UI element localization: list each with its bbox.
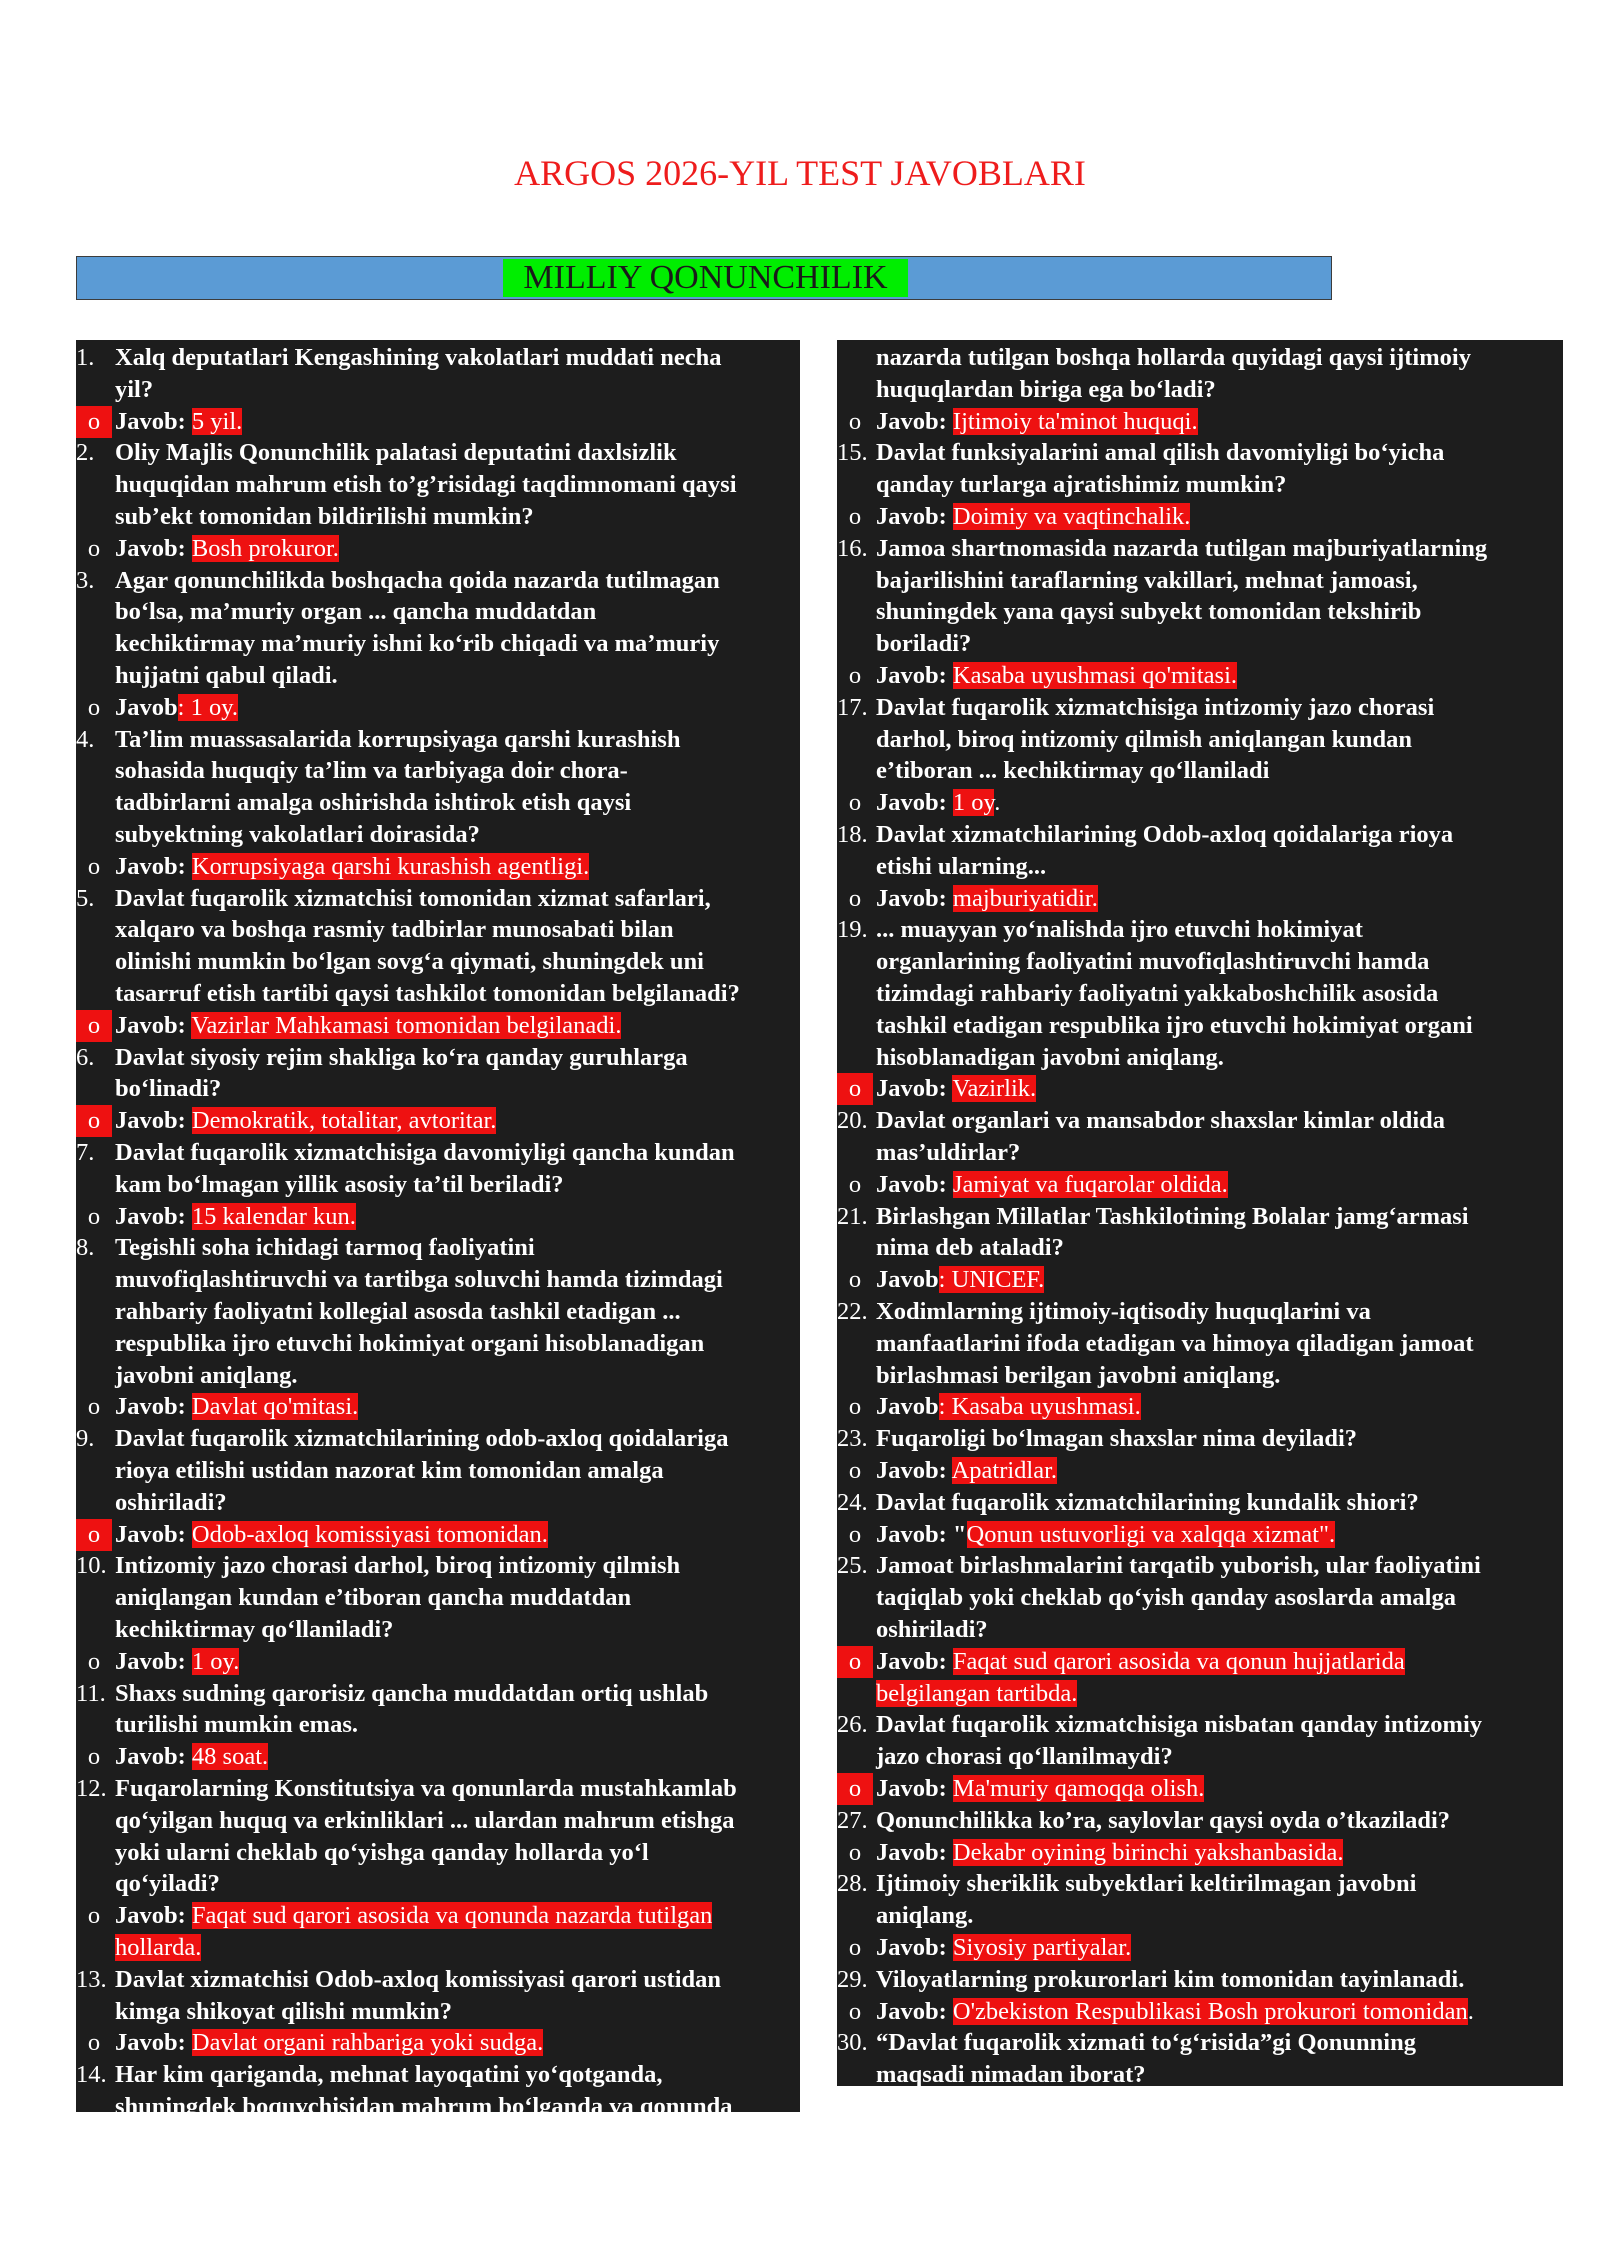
question-text: kechiktirmay qo‘llaniladi?: [115, 1616, 394, 1643]
answer-text: Davlat organi rahbariga yoki sudga.: [191, 2029, 544, 2057]
question-number: 23.: [837, 1425, 868, 1453]
answer: [115, 2027, 543, 2059]
question-text: yoki ularni cheklab qo‘yishga qanday hollarda yo‘l: [115, 1838, 649, 1866]
questions-column-right: [837, 340, 1563, 2089]
question-text: jazo chorasi qo‘llanilmaydi?: [876, 1743, 1173, 1771]
bullet-icon: o: [848, 884, 862, 912]
answer-prefix: Javob:: [115, 407, 186, 435]
question-number: 27.: [837, 1806, 868, 1834]
answer-prefix: Javob:: [876, 662, 947, 689]
question-text: Davlat fuqarolik xizmatchisi tomonidan xizmat safarlari,: [115, 884, 711, 912]
question-text: qo‘yilgan huquq va erkinliklari ... ulardan mahrum etishga: [115, 1806, 735, 1834]
answer-suffix: .: [994, 789, 1001, 817]
answer-text: Faqat sud qarori asosida va qonunda nazarda tutilgan: [191, 1902, 713, 1930]
question-text: shuningdek boquvchisidan mahrum bo‘lganda va qonunda: [115, 2093, 733, 2120]
question-text: aniqlangan kundan e’tiboran qancha muddatdan: [115, 1584, 632, 1612]
question-text: qo‘yiladi?: [115, 1870, 220, 1898]
question-number: 19.: [837, 916, 868, 944]
question-text: Davlat fuqarolik xizmatchisiga davomiyligi qancha kundan: [115, 1139, 735, 1166]
question-number: 15.: [837, 439, 868, 467]
answer-prefix: Javob: [115, 693, 178, 721]
answer-prefix: Javob:: [876, 1934, 947, 1961]
answer-text: Faqat sud qarori asosida va qonun hujjatlarida: [952, 1647, 1405, 1675]
bullet-icon: o: [848, 407, 862, 435]
answer-continuation: [876, 1678, 1077, 1710]
question-number: 22.: [837, 1298, 868, 1325]
question-text: kechiktirmay ma’muriy ishni ko‘rib chiqadi va ma’muriy: [115, 630, 720, 658]
answer-prefix: Javob: ": [876, 1520, 967, 1548]
bullet-icon: o: [848, 789, 862, 817]
question-number: 2.: [76, 439, 95, 467]
bullet-icon: o: [848, 503, 862, 530]
question-text: Davlat fuqarolik xizmatchilarining odob-axloq qoidalariga: [115, 1425, 729, 1453]
answer: [876, 1773, 1204, 1805]
answer-text: Demokratik, totalitar, avtoritar.: [191, 1107, 497, 1135]
question-text: rioya etilishi ustidan nazorat kim tomonidan amalga: [115, 1457, 664, 1484]
question-number: 30.: [837, 2029, 868, 2057]
bullet-icon: o: [848, 1520, 862, 1548]
question-text: mas’uldirlar?: [876, 1139, 1021, 1166]
answer-prefix: Javob:: [115, 1520, 186, 1548]
question-text: tizimdagi rahbariy faoliyatni yakkaboshchilik asosida: [876, 980, 1439, 1007]
question-text: taqiqlab yoki cheklab qo‘yish qanday asoslarda amalga: [876, 1584, 1456, 1612]
question-text: maqsadi nimadan iborat?: [876, 2061, 1146, 2089]
bullet-icon: o: [76, 406, 112, 438]
answer-text: Dekabr oyining birinchi yakshanbasida.: [952, 1838, 1344, 1866]
answer-text: 15 kalendar kun.: [191, 1202, 356, 1230]
question-text: organlarining faoliyatini muvofiqlashtiruvchi hamda: [876, 948, 1430, 976]
answer: [115, 1391, 358, 1423]
bullet-icon: o: [87, 693, 101, 721]
bullet-icon: o: [848, 1934, 862, 1961]
question-number: 20.: [837, 1107, 868, 1135]
answer: [876, 501, 1190, 533]
question-text: Agar qonunchilikda boshqacha qoida nazarda tutilmagan: [115, 566, 720, 594]
answer-prefix: Javob: [876, 1393, 939, 1421]
section-banner: [76, 256, 1332, 300]
question-text: Shaxs sudning qarorisiz qancha muddatdan ortiq ushlab: [115, 1679, 709, 1707]
question-number: 26.: [837, 1711, 868, 1739]
question-text: hujjatni qabul qiladi.: [115, 662, 338, 689]
answer-text: 1 oy: [952, 789, 995, 817]
bullet-icon: o: [848, 1266, 862, 1294]
question-text: Jamoa shartnomasida nazarda tutilgan majburiyatlarning: [876, 534, 1488, 562]
question-text: huquqidan mahrum etish to’g’risidagi taqdimnomani qaysi: [115, 471, 737, 499]
question-text: Birlashgan Millatlar Tashkilotining Bolalar jamg‘armasi: [876, 1202, 1469, 1230]
answer-prefix: Javob:: [876, 1838, 947, 1866]
question-text: bo‘lsa, ma’muriy organ ... qancha muddatdan: [115, 598, 597, 626]
answer: [115, 533, 339, 565]
answer: [115, 1010, 621, 1042]
question-text: kimga shikoyat qilishi mumkin?: [115, 1997, 452, 2025]
answer-text: O'zbekiston Respublikasi Bosh prokurori tomonidan: [952, 1997, 1468, 2025]
question-text: tasarruf etish tartibi qaysi tashkilot tomonidan belgilanadi?: [115, 980, 740, 1007]
answer-text: Ma'muriy qamoqqa olish.: [952, 1775, 1205, 1802]
answer-prefix: Javob:: [876, 407, 947, 435]
answer: [876, 1646, 1405, 1678]
bullet-icon: o: [848, 1393, 862, 1421]
question-number: 12.: [76, 1775, 107, 1802]
question-text: bajarilishini taraflarning vakillari, mehnat jamoasi,: [876, 566, 1418, 594]
answer-prefix: Javob:: [876, 1647, 947, 1675]
question-text: bo‘linadi?: [115, 1075, 222, 1103]
answer-text: majburiyatidir.: [952, 884, 1098, 912]
question-text: “Davlat fuqarolik xizmati to‘g‘risida”gi Qonunning: [876, 2029, 1416, 2057]
question-number: 11.: [76, 1679, 106, 1707]
question-number: 1.: [76, 344, 95, 371]
question-number: 24.: [837, 1488, 868, 1516]
question-text: etishi ularning...: [876, 852, 1047, 880]
answer-text: : Kasaba uyushmasi.: [938, 1393, 1141, 1421]
answer-text: Odob-axloq komissiyasi tomonidan.: [191, 1520, 548, 1548]
question-text: huquqlardan biriga ega bo‘ladi?: [876, 375, 1216, 403]
question-text: boriladi?: [876, 630, 972, 658]
answer-prefix: Javob:: [115, 852, 186, 880]
question-text: Ta’lim muassasalarida korrupsiyaga qarshi kurashish: [115, 725, 681, 753]
bullet-icon: o: [837, 1073, 873, 1105]
question-text: ... muayyan yo‘nalishda ijro etuvchi hokimiyat: [876, 916, 1363, 944]
question-number: 8.: [76, 1234, 95, 1262]
answer-text: 48 soat.: [191, 1743, 269, 1771]
questions-column-left: [76, 340, 800, 2120]
question-text: darhol, biroq intizomiy qilmish aniqlangan kundan: [876, 725, 1413, 753]
answer-prefix: Javob:: [115, 534, 186, 562]
question-text: qanday turlarga ajratishimiz mumkin?: [876, 471, 1287, 499]
answer-text: hollarda.: [115, 1934, 202, 1961]
question-text: Davlat funksiyalarini amal qilish davomiyligi bo‘yicha: [876, 439, 1445, 467]
question-text: tadbirlarni amalga oshirishda ishtirok etish qaysi: [115, 789, 632, 817]
answer-text: Vazirlik.: [952, 1075, 1037, 1103]
question-text: olinishi mumkin bo‘lgan sovg‘a qiymati, shuningdek uni: [115, 948, 704, 976]
answer-prefix: Javob:: [115, 1393, 186, 1421]
answer-text: Ijtimoiy ta'minot huquqi.: [952, 407, 1198, 435]
answer-prefix: Javob:: [876, 503, 947, 530]
question-text: Tegishli soha ichidagi tarmoq faoliyatini: [115, 1234, 535, 1262]
answer-prefix: Javob:: [115, 1647, 186, 1675]
answer: [876, 1996, 1474, 2028]
question-text: rahbariy faoliyatni kollegial asosda tashkil etadigan ...: [115, 1298, 681, 1325]
answer-text: Korrupsiyaga qarshi kurashish agentligi.: [191, 852, 590, 880]
question-text: manfaatlarini ifoda etadigan va himoya qiladigan jamoat: [876, 1329, 1474, 1357]
question-text: Fuqaroligi bo‘lmagan shaxslar nima deyiladi?: [876, 1425, 1358, 1453]
question-text: Oliy Majlis Qonunchilik palatasi deputatini daxlsizlik: [115, 439, 677, 467]
section-title: MILLIY QONUNCHILIK: [503, 259, 908, 297]
question-text: Jamoat birlashmalarini tarqatib yuborish, ular faoliyatini: [876, 1552, 1481, 1580]
question-number: 17.: [837, 693, 868, 721]
answer: [115, 692, 238, 724]
answer-text: Bosh prokuror.: [191, 534, 339, 562]
question-number: 5.: [76, 884, 95, 912]
answer: [876, 883, 1098, 915]
answer-text: : UNICEF.: [938, 1266, 1045, 1294]
answer-prefix: Javob:: [115, 1011, 186, 1039]
bullet-icon: o: [76, 1105, 112, 1137]
question-number: 29.: [837, 1965, 868, 1993]
question-number: 10.: [76, 1552, 107, 1580]
question-text: Intizomiy jazo chorasi darhol, biroq intizomiy qilmish: [115, 1552, 681, 1580]
question-text: Ijtimoiy sheriklik subyektlari keltirilmagan javobni: [876, 1870, 1417, 1898]
question-text: yil?: [115, 375, 154, 403]
answer-text: Doimiy va vaqtinchalik.: [952, 503, 1191, 530]
question-text: aniqlang.: [876, 1902, 974, 1930]
bullet-icon: o: [87, 1393, 101, 1421]
answer-text: Jamiyat va fuqarolar oldida.: [952, 1170, 1228, 1198]
question-number: 4.: [76, 725, 95, 753]
question-text: hisoblanadigan javobni aniqlang.: [876, 1043, 1224, 1071]
question-text: Viloyatlarning prokurorlari kim tomonidan tayinlanadi.: [876, 1965, 1465, 1993]
answer: [876, 1455, 1057, 1487]
question-text: Fuqarolarning Konstitutsiya va qonunlarda mustahkamlab: [115, 1775, 737, 1802]
bullet-icon: o: [87, 852, 101, 880]
question-text: xalqaro va boshqa rasmiy tadbirlar munosabati bilan: [115, 916, 674, 944]
bullet-icon: o: [87, 2029, 101, 2057]
question-text: javobni aniqlang.: [115, 1361, 298, 1389]
bullet-icon: o: [848, 1838, 862, 1866]
answer: [876, 1391, 1141, 1423]
answer-prefix: Javob:: [876, 1997, 947, 2025]
bullet-icon: o: [76, 1519, 112, 1551]
question-text: Davlat fuqarolik xizmatchisiga intizomiy jazo chorasi: [876, 693, 1435, 721]
question-text: nazarda tutilgan boshqa hollarda quyidagi qaysi ijtimoiy: [876, 344, 1471, 371]
answer-text: Vazirlar Mahkamasi tomonidan belgilanadi.: [191, 1011, 622, 1039]
question-text: turilishi mumkin emas.: [115, 1711, 358, 1739]
answer: [115, 1900, 712, 1932]
answer-text: Davlat qo'mitasi.: [191, 1393, 359, 1421]
bullet-icon: o: [87, 1902, 101, 1930]
question-number: 9.: [76, 1425, 95, 1453]
answer: [115, 1646, 239, 1678]
question-number: 6.: [76, 1043, 95, 1071]
question-text: oshiriladi?: [876, 1616, 988, 1643]
question-text: tashkil etadigan respublika ijro etuvchi hokimiyat organi: [876, 1011, 1473, 1039]
answer-text: Apatridlar.: [951, 1457, 1058, 1484]
question-text: Davlat organlari va mansabdor shaxslar kimlar oldida: [876, 1107, 1446, 1135]
answer: [115, 1201, 356, 1233]
question-text: sohasida huquqiy ta’lim va tarbiyaga doir chora-: [115, 757, 628, 785]
question-number: 16.: [837, 534, 868, 562]
question-text: kam bo‘lmagan yillik asosiy ta’til beriladi?: [115, 1170, 564, 1198]
answer-prefix: Javob:: [876, 1170, 947, 1198]
answer: [876, 1169, 1228, 1201]
bullet-icon: o: [848, 662, 862, 689]
question-text: nima deb ataladi?: [876, 1234, 1064, 1262]
answer: [876, 660, 1237, 692]
question-text: birlashmasi berilgan javobni aniqlang.: [876, 1361, 1281, 1389]
question-number: 25.: [837, 1552, 868, 1580]
answer-text: Siyosiy partiyalar.: [952, 1934, 1132, 1961]
answer: [115, 851, 589, 883]
page-title: ARGOS 2026-YIL TEST JAVOBLARI: [514, 153, 1086, 193]
answer-prefix: Javob:: [115, 1743, 186, 1771]
answer-prefix: Javob: [876, 1266, 939, 1294]
answer-text: belgilangan tartibda.: [876, 1679, 1078, 1707]
question-text: respublika ijro etuvchi hokimiyat organi hisoblanadigan: [115, 1329, 705, 1357]
question-text: sub’ekt tomonidan bildirilishi mumkin?: [115, 503, 534, 530]
answer-prefix: Javob:: [876, 884, 947, 912]
answer: [876, 1519, 1335, 1551]
bullet-icon: o: [87, 1647, 101, 1675]
answer-text: Qonun ustuvorligi va xalqqa xizmat".: [966, 1520, 1336, 1548]
question-text: Davlat xizmatchisi Odob-axloq komissiyasi qarori ustidan: [115, 1965, 722, 1993]
answer: [115, 1519, 548, 1551]
answer-prefix: Javob:: [876, 1775, 947, 1802]
bullet-icon: o: [87, 1202, 101, 1230]
bullet-icon: o: [87, 534, 101, 562]
bullet-icon: o: [76, 1010, 112, 1042]
bullet-icon: o: [87, 1743, 101, 1771]
question-number: 14.: [76, 2061, 107, 2089]
answer-prefix: Javob:: [876, 1075, 947, 1103]
answer-text: Kasaba uyushmasi qo'mitasi.: [952, 662, 1238, 689]
answer: [876, 1264, 1044, 1296]
question-text: Davlat xizmatchilarining Odob-axloq qoidalariga rioya: [876, 821, 1454, 848]
question-text: shuningdek yana qaysi subyekt tomonidan tekshirib: [876, 598, 1422, 626]
answer: [876, 787, 1000, 819]
answer: [876, 406, 1198, 438]
question-number: 7.: [76, 1139, 95, 1166]
bullet-icon: o: [848, 1997, 862, 2025]
question-text: Qonunchilikka ko’ra, saylovlar qaysi oyda o’tkaziladi?: [876, 1806, 1451, 1834]
answer-prefix: Javob:: [115, 2029, 186, 2057]
answer: [876, 1837, 1343, 1869]
answer: [115, 1105, 496, 1137]
question-number: 18.: [837, 821, 868, 848]
answer-text: 1 oy.: [191, 1647, 240, 1675]
answer: [115, 406, 242, 438]
question-text: subyektning vakolatlari doirasida?: [115, 821, 480, 848]
question-text: Davlat fuqarolik xizmatchisiga nisbatan qanday intizomiy: [876, 1711, 1483, 1739]
answer-prefix: Javob:: [115, 1107, 186, 1135]
answer-text: 5 yil.: [191, 407, 243, 435]
question-number: 3.: [76, 566, 95, 594]
answer: [115, 1741, 268, 1773]
answer-prefix: Javob:: [876, 1457, 947, 1484]
bullet-icon: o: [837, 1773, 873, 1805]
question-text: oshiriladi?: [115, 1488, 227, 1516]
answer-prefix: Javob:: [115, 1202, 186, 1230]
question-text: e’tiboran ... kechiktirmay qo‘llaniladi: [876, 757, 1270, 785]
question-text: Har kim qariganda, mehnat layoqatini yo‘qotganda,: [115, 2061, 663, 2089]
question-text: Xodimlarning ijtimoiy-iqtisodiy huquqlarini va: [876, 1298, 1371, 1325]
bullet-icon: o: [848, 1457, 862, 1484]
question-number: 28.: [837, 1870, 868, 1898]
answer-prefix: Javob:: [876, 789, 947, 817]
answer-text: : 1 oy.: [177, 693, 238, 721]
question-text: muvofiqlashtiruvchi va tartibga soluvchi hamda tizimdagi: [115, 1266, 723, 1294]
bullet-icon: o: [837, 1646, 873, 1678]
question-number: 21.: [837, 1202, 868, 1230]
answer: [876, 1073, 1036, 1105]
answer: [876, 1932, 1131, 1964]
answer-prefix: Javob:: [115, 1902, 186, 1930]
bullet-icon: o: [848, 1170, 862, 1198]
question-text: Xalq deputatlari Kengashining vakolatlari muddati necha: [115, 344, 722, 371]
answer-suffix: .: [1467, 1997, 1474, 2025]
answer-continuation: [115, 1932, 201, 1964]
question-text: Davlat siyosiy rejim shakliga ko‘ra qanday guruhlarga: [115, 1043, 688, 1071]
question-text: Davlat fuqarolik xizmatchilarining kundalik shiori?: [876, 1488, 1419, 1516]
question-number: 13.: [76, 1965, 107, 1993]
